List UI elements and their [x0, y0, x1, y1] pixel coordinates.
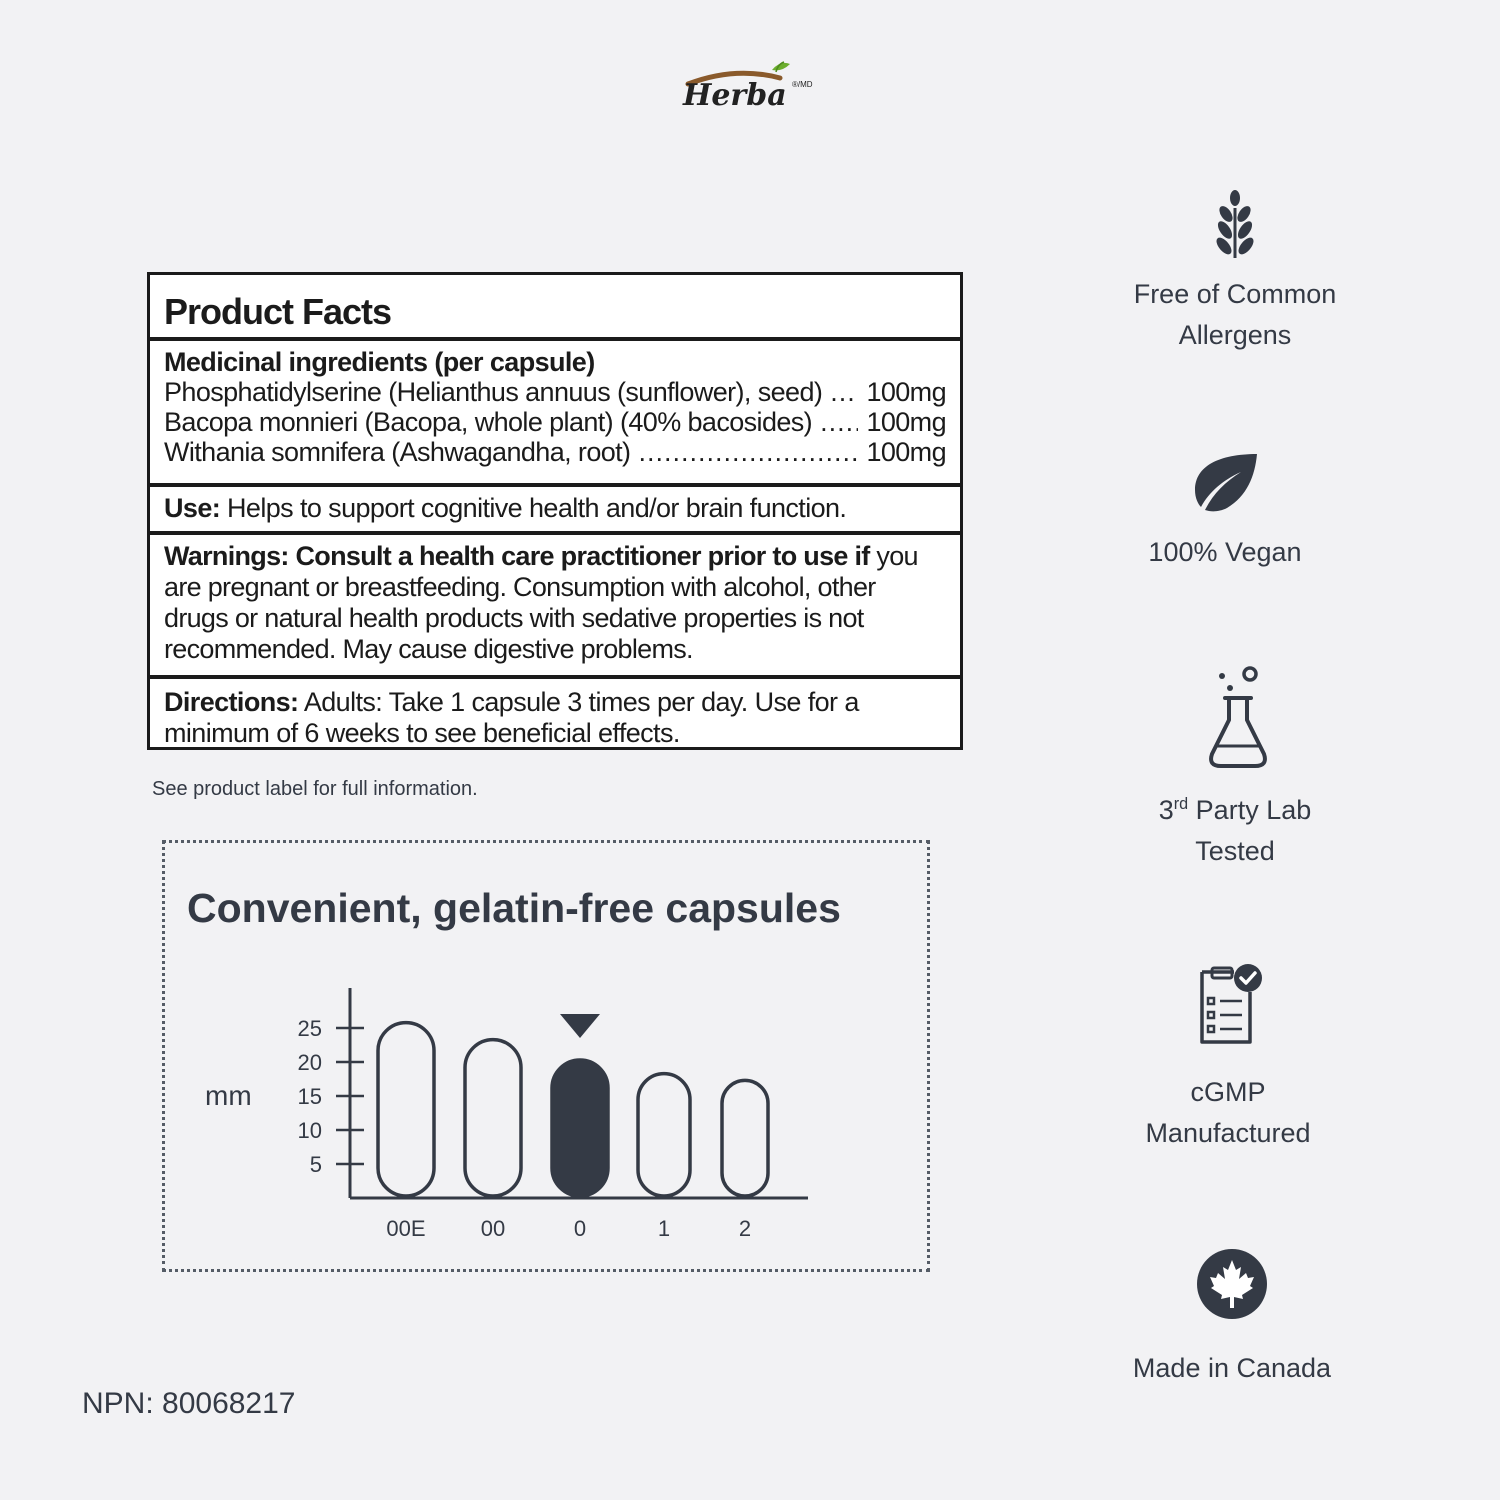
label-note: See product label for full information.	[152, 778, 478, 800]
product-facts-panel	[147, 272, 963, 750]
feature-label: Manufactured	[1145, 1118, 1311, 1148]
y-axis-label: mm	[205, 1080, 252, 1111]
leader-dots	[820, 407, 858, 437]
ordinal-suffix: rd	[1173, 795, 1189, 813]
y-tick-label: 25	[297, 1016, 322, 1041]
capsule-bar-1	[638, 1074, 690, 1196]
feature-lab-tested	[1085, 662, 1385, 872]
ingredient-amount: 100mg	[866, 377, 946, 407]
brand-name: Herba	[683, 78, 787, 113]
product-facts-title: Product Facts	[150, 275, 960, 341]
feature-label: Made in Canada	[1132, 1353, 1332, 1383]
capsule-bar-00	[465, 1040, 521, 1196]
capsule-size-label: 0	[573, 1216, 587, 1241]
capsule-size-label: 1	[657, 1216, 671, 1241]
ingredient-amount: 100mg	[866, 407, 946, 437]
directions-text: Adults: Take 1 capsule 3 times per day. Use for a minimum of 6 weeks to see beneficial effects.	[164, 687, 859, 748]
capsule-panel-title: Convenient, gelatin-free capsules	[187, 885, 841, 931]
leader-dots	[638, 437, 858, 467]
ingredient-row	[164, 437, 946, 467]
warnings-label: Warnings: Consult a health care practitioner prior to use if	[164, 541, 870, 571]
capsule-size-label: 00E	[386, 1216, 426, 1241]
y-tick-label: 10	[297, 1118, 322, 1143]
capsule-bar-2	[722, 1080, 768, 1196]
ingredient-name: Phosphatidylserine (Helianthus annuus (sunflower), seed)	[164, 377, 823, 407]
feature-made-in-canada	[1082, 1248, 1382, 1389]
use-text: Helps to support cognitive health and/or brain function.	[220, 493, 847, 523]
wheat-icon	[1205, 190, 1265, 260]
feature-label	[1085, 784, 1385, 831]
ingredient-row	[164, 377, 946, 407]
feature-allergen-free	[1085, 190, 1385, 356]
npn-number: NPN: 80068217	[82, 1387, 296, 1420]
selected-size-marker-icon	[560, 1014, 600, 1038]
ingredient-name: Bacopa monnieri (Bacopa, whole plant) (40% bacosides)	[164, 407, 813, 437]
feature-label: Allergens	[1178, 320, 1292, 350]
use-label: Use:	[164, 493, 221, 523]
warnings-section	[150, 535, 960, 679]
feature-label: 100% Vegan	[1148, 537, 1302, 567]
ingredient-row	[164, 407, 946, 437]
directions-section	[150, 679, 960, 753]
capsule-size-label: 2	[738, 1216, 752, 1241]
feature-cgmp	[1078, 962, 1378, 1154]
feature-vegan	[1075, 452, 1375, 573]
flask-icon	[1195, 662, 1275, 774]
ingredient-amount: 100mg	[866, 437, 946, 467]
leader-dots	[830, 377, 858, 407]
checklist-icon	[1192, 962, 1264, 1048]
capsule-size-label: 00	[480, 1216, 506, 1241]
feature-label-rest: Party Lab	[1188, 795, 1312, 825]
leaf-icon	[1189, 452, 1261, 512]
feature-label: cGMP	[1190, 1077, 1266, 1107]
feature-label: Tested	[1195, 836, 1275, 866]
use-section	[150, 487, 960, 535]
ordinal-number: 3	[1158, 795, 1174, 825]
brand-logo	[680, 58, 830, 114]
capsule-bar-0	[552, 1060, 608, 1196]
warnings-text: you are pregnant or breastfeeding. Consumption with alcohol, other drugs or natural health products with sedative properties is not recommended. May cause digestive problems.	[164, 541, 918, 664]
ingredient-name: Withania somnifera (Ashwagandha, root)	[164, 437, 631, 467]
capsule-size-chart	[165, 843, 927, 1269]
capsule-bar-00E	[378, 1023, 434, 1196]
y-tick-label: 20	[297, 1050, 322, 1075]
feature-label: Free of Common	[1133, 279, 1337, 309]
maple-leaf-icon	[1196, 1248, 1268, 1320]
y-tick-label: 15	[297, 1084, 322, 1109]
brand-mark: ®/MD	[792, 80, 813, 89]
directions-label: Directions:	[164, 687, 299, 717]
ingredients-heading: Medicinal ingredients (per capsule)	[164, 347, 595, 377]
y-tick-label: 5	[309, 1152, 322, 1177]
capsule-size-panel	[162, 840, 930, 1272]
ingredients-section	[150, 341, 960, 487]
